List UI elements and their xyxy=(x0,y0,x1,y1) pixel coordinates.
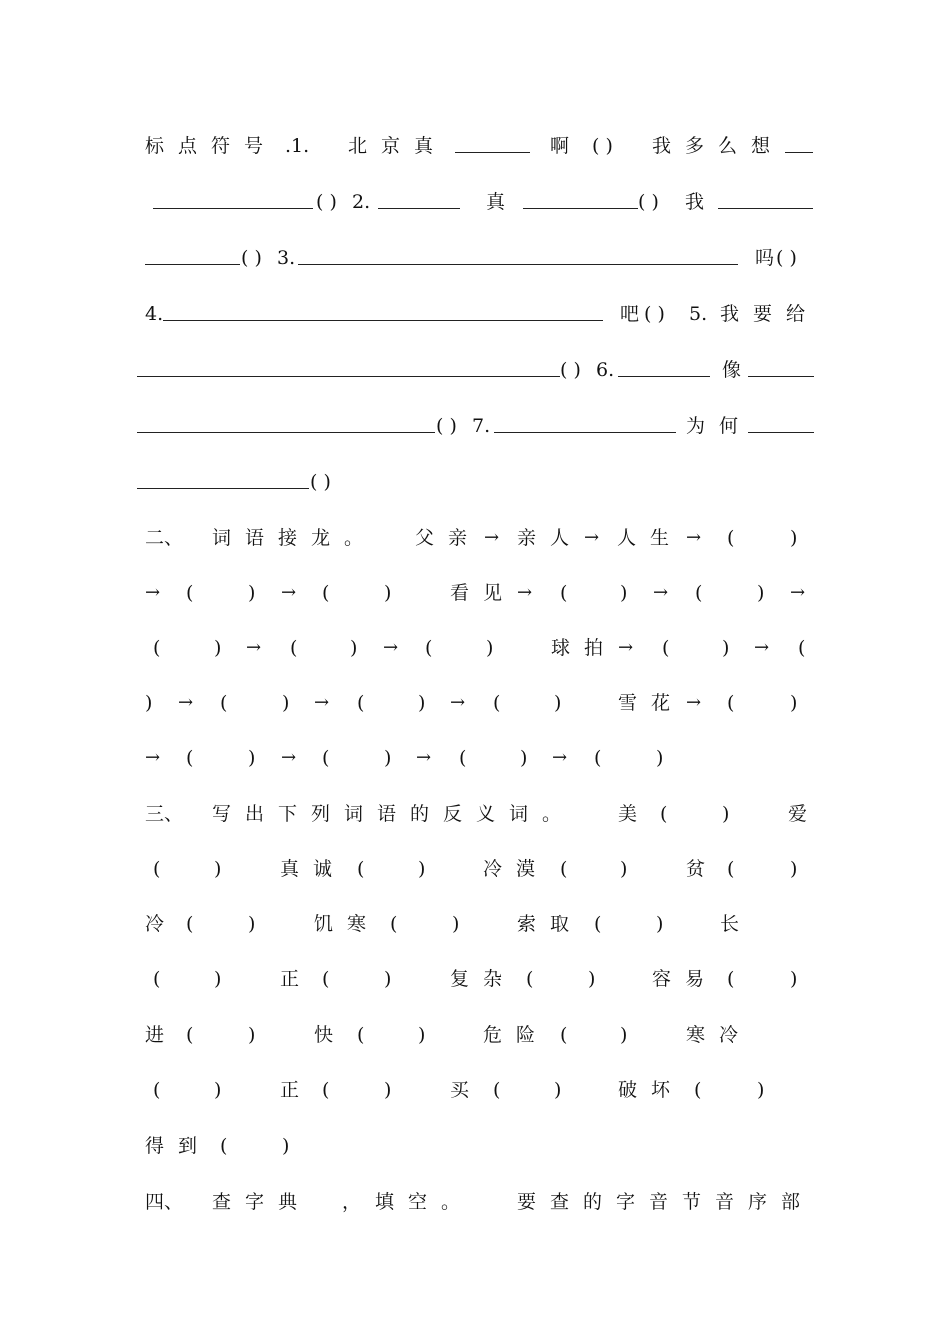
table-header-text: 要查的字音节音序部 xyxy=(517,1191,815,1213)
arrow-icon: → xyxy=(281,747,297,768)
answer-close-paren[interactable]: ) xyxy=(418,858,426,880)
answer-open-paren[interactable]: ( xyxy=(290,637,298,659)
answer-close-paren[interactable]: ) xyxy=(620,1024,628,1046)
prompt-text: 真 xyxy=(486,191,506,213)
answer-open-paren[interactable]: ( xyxy=(662,637,670,659)
answer-open-paren[interactable]: ( xyxy=(357,692,365,714)
antonym-word: 正 xyxy=(280,968,300,990)
arrow-icon: → xyxy=(552,747,568,768)
answer-close-paren[interactable]: ) xyxy=(554,1079,562,1101)
antonym-word: 快 xyxy=(314,1024,334,1046)
answer-close-paren[interactable]: ) xyxy=(384,747,392,769)
section-title-suffix: ，填空。 xyxy=(342,1191,475,1213)
answer-blank[interactable] xyxy=(153,208,313,209)
chain-word: 看见 xyxy=(450,582,517,604)
antonym-word: 买 xyxy=(450,1079,470,1101)
answer-close-paren[interactable]: ) xyxy=(214,858,222,880)
antonym-line-2 xyxy=(0,853,950,885)
answer-blank[interactable] xyxy=(163,320,603,321)
antonym-line-4 xyxy=(0,963,950,995)
chain-word: 人生 xyxy=(617,527,684,549)
item-number: 4. xyxy=(145,303,164,325)
section-title: 词语接龙。 xyxy=(212,527,378,549)
answer-open-paren[interactable]: ( xyxy=(459,747,467,769)
prompt-text: 我 xyxy=(685,191,705,213)
answer-blank[interactable] xyxy=(298,264,738,265)
answer-open-paren[interactable]: ( xyxy=(153,968,161,990)
antonym-word: 美 xyxy=(618,803,638,825)
answer-open-paren[interactable]: ( xyxy=(560,582,568,604)
punctuation-slot[interactable]: ( ) xyxy=(241,247,262,269)
answer-open-paren[interactable]: ( xyxy=(594,913,602,935)
answer-close-paren[interactable]: ) xyxy=(588,968,596,990)
antonym-word: 正 xyxy=(280,1079,300,1101)
antonym-line-5 xyxy=(0,1019,950,1051)
answer-open-paren[interactable]: ( xyxy=(153,637,161,659)
antonym-word: 冷 xyxy=(145,913,165,935)
answer-close-paren[interactable]: ) xyxy=(790,527,798,549)
answer-blank[interactable] xyxy=(378,208,460,209)
answer-open-paren[interactable]: ( xyxy=(727,527,735,549)
word-chain-line-2 xyxy=(0,577,950,609)
punctuation-slot[interactable]: ( ) xyxy=(776,247,797,269)
answer-close-paren[interactable]: ) xyxy=(790,968,798,990)
arrow-icon: → xyxy=(383,637,399,658)
chain-word: 亲人 xyxy=(517,527,584,549)
arrow-icon: → xyxy=(584,527,600,548)
answer-blank[interactable] xyxy=(145,264,240,265)
arrow-icon: → xyxy=(754,637,770,658)
answer-open-paren[interactable]: ( xyxy=(153,858,161,880)
answer-open-paren[interactable]: ( xyxy=(493,1079,501,1101)
arrow-icon: → xyxy=(314,692,330,713)
antonym-word: 冷漠 xyxy=(483,858,550,880)
punctuation-slot[interactable]: ( ) xyxy=(592,135,613,157)
section-number: 二、 xyxy=(145,527,184,549)
answer-open-paren[interactable]: ( xyxy=(798,637,806,659)
answer-open-paren[interactable]: ( xyxy=(493,692,501,714)
punctuation-line-4 xyxy=(0,298,950,330)
section-number: 四、 xyxy=(145,1191,184,1213)
answer-close-paren[interactable]: ) xyxy=(350,637,358,659)
answer-close-paren[interactable]: ) xyxy=(214,637,222,659)
prompt-text: 像 xyxy=(722,359,742,381)
answer-open-paren[interactable]: ( xyxy=(594,747,602,769)
answer-blank[interactable] xyxy=(455,152,530,153)
prompt-text: 啊 xyxy=(550,135,570,157)
prompt-text: 北京真 xyxy=(348,135,448,157)
word-chain-line-1 xyxy=(0,522,950,554)
answer-open-paren[interactable]: ( xyxy=(727,968,735,990)
answer-open-paren[interactable]: ( xyxy=(727,692,735,714)
arrow-icon: → xyxy=(246,637,262,658)
answer-blank[interactable] xyxy=(718,208,813,209)
answer-blank[interactable] xyxy=(137,376,560,377)
punctuation-line-5 xyxy=(0,354,950,386)
answer-close-paren[interactable]: ) xyxy=(248,913,256,935)
answer-open-paren[interactable]: ( xyxy=(220,692,228,714)
answer-open-paren[interactable]: ( xyxy=(322,582,330,604)
prompt-text: 我要给 xyxy=(720,303,820,325)
word-chain-line-3 xyxy=(0,632,950,664)
answer-open-paren[interactable]: ( xyxy=(660,803,668,825)
answer-open-paren[interactable]: ( xyxy=(727,858,735,880)
answer-close-paren[interactable]: ) xyxy=(384,582,392,604)
answer-open-paren[interactable]: ( xyxy=(220,1135,228,1157)
chain-word: 雪花 xyxy=(618,692,685,714)
prompt-text: 为何 xyxy=(686,415,753,437)
prompt-text: 吗 xyxy=(755,247,775,269)
antonym-word: 危险 xyxy=(483,1024,550,1046)
answer-blank[interactable] xyxy=(748,432,814,433)
antonym-word: 饥寒 xyxy=(314,913,381,935)
punctuation-line-3 xyxy=(0,242,950,274)
answer-close-paren[interactable]: ) xyxy=(418,692,426,714)
chain-word: 父亲 xyxy=(415,527,482,549)
answer-blank[interactable] xyxy=(494,432,676,433)
word-chain-line-4 xyxy=(0,687,950,719)
answer-open-paren[interactable]: ( xyxy=(186,1024,194,1046)
arrow-icon: → xyxy=(686,692,702,713)
answer-open-paren[interactable]: ( xyxy=(322,968,330,990)
answer-open-paren[interactable]: ( xyxy=(425,637,433,659)
punctuation-slot[interactable]: ( ) xyxy=(316,191,337,213)
answer-open-paren[interactable]: ( xyxy=(694,1079,702,1101)
answer-blank[interactable] xyxy=(785,152,813,153)
answer-close-paren[interactable]: ) xyxy=(520,747,528,769)
answer-open-paren[interactable]: ( xyxy=(186,747,194,769)
answer-blank[interactable] xyxy=(748,376,814,377)
item-number: 6. xyxy=(596,359,615,381)
antonym-line-3 xyxy=(0,908,950,940)
answer-close-paren[interactable]: ) xyxy=(248,582,256,604)
answer-open-paren[interactable]: ( xyxy=(322,1079,330,1101)
item-number: 3. xyxy=(277,247,296,269)
arrow-icon: → xyxy=(653,582,669,603)
answer-close-paren[interactable]: ) xyxy=(790,692,798,714)
answer-open-paren[interactable]: ( xyxy=(322,747,330,769)
punctuation-line-7 xyxy=(0,466,950,498)
answer-close-paren[interactable]: ) xyxy=(554,692,562,714)
antonym-word: 寒冷 xyxy=(686,1024,753,1046)
answer-close-paren[interactable]: ) xyxy=(656,913,664,935)
arrow-icon: → xyxy=(145,747,161,768)
answer-close-paren[interactable]: ) xyxy=(214,968,222,990)
answer-close-paren[interactable]: ) xyxy=(620,858,628,880)
answer-close-paren[interactable]: ) xyxy=(757,582,765,604)
answer-open-paren[interactable]: ( xyxy=(357,858,365,880)
answer-close-paren[interactable]: ) xyxy=(656,747,664,769)
antonym-word: 长 xyxy=(720,913,740,935)
arrow-icon: → xyxy=(484,527,500,548)
arrow-icon: → xyxy=(450,692,466,713)
prompt-text: 我多么想 xyxy=(652,135,785,157)
answer-open-paren[interactable]: ( xyxy=(695,582,703,604)
punctuation-slot[interactable]: ( ) xyxy=(638,191,659,213)
answer-open-paren[interactable]: ( xyxy=(186,913,194,935)
item-number: 2. xyxy=(352,191,371,213)
antonym-word: 容易 xyxy=(652,968,719,990)
answer-close-paren[interactable]: ) xyxy=(145,692,153,714)
antonym-line-6 xyxy=(0,1074,950,1106)
arrow-icon: → xyxy=(281,582,297,603)
punctuation-line-1 xyxy=(0,130,950,162)
item-number: 7. xyxy=(472,415,491,437)
prompt-text: 吧 xyxy=(620,303,640,325)
answer-blank[interactable] xyxy=(137,488,309,489)
antonym-word: 索取 xyxy=(517,913,584,935)
answer-close-paren[interactable]: ) xyxy=(384,968,392,990)
answer-close-paren[interactable]: ) xyxy=(214,1079,222,1101)
arrow-icon: → xyxy=(145,582,161,603)
punctuation-slot[interactable]: ( ) xyxy=(644,303,665,325)
punctuation-line-2 xyxy=(0,186,950,218)
arrow-icon: → xyxy=(178,692,194,713)
answer-open-paren[interactable]: ( xyxy=(526,968,534,990)
answer-close-paren[interactable]: ) xyxy=(620,582,628,604)
arrow-icon: → xyxy=(517,582,533,603)
answer-close-paren[interactable]: ) xyxy=(722,803,730,825)
antonym-word: 得到 xyxy=(145,1135,212,1157)
item-number: 5. xyxy=(689,303,708,325)
section-title: 查字典 xyxy=(212,1191,312,1213)
answer-open-paren[interactable]: ( xyxy=(560,1024,568,1046)
punctuation-slot[interactable]: ( ) xyxy=(310,471,331,493)
answer-close-paren[interactable]: ) xyxy=(384,1079,392,1101)
answer-blank[interactable] xyxy=(618,376,710,377)
antonym-line-7 xyxy=(0,1130,950,1162)
answer-close-paren[interactable]: ) xyxy=(722,637,730,659)
answer-close-paren[interactable]: ) xyxy=(418,1024,426,1046)
antonym-line-1 xyxy=(0,798,950,830)
antonym-word: 真诚 xyxy=(280,858,347,880)
section-label: 标点符号 xyxy=(145,135,278,157)
answer-close-paren[interactable]: ) xyxy=(790,858,798,880)
section-number: 三、 xyxy=(145,803,184,825)
answer-close-paren[interactable]: ) xyxy=(248,1024,256,1046)
answer-blank[interactable] xyxy=(523,208,638,209)
antonym-word: 进 xyxy=(145,1024,165,1046)
section-title: 写出下列词语的反义词。 xyxy=(212,803,576,825)
arrow-icon: → xyxy=(416,747,432,768)
answer-close-paren[interactable]: ) xyxy=(282,1135,290,1157)
antonym-word: 破坏 xyxy=(618,1079,685,1101)
answer-open-paren[interactable]: ( xyxy=(390,913,398,935)
answer-close-paren[interactable]: ) xyxy=(486,637,494,659)
answer-close-paren[interactable]: ) xyxy=(452,913,460,935)
item-number: .1. xyxy=(285,135,310,157)
punctuation-line-6 xyxy=(0,410,950,442)
punctuation-slot[interactable]: ( ) xyxy=(436,415,457,437)
arrow-icon: → xyxy=(686,527,702,548)
answer-close-paren[interactable]: ) xyxy=(282,692,290,714)
answer-open-paren[interactable]: ( xyxy=(357,1024,365,1046)
chain-word: 球拍 xyxy=(551,637,618,659)
punctuation-slot[interactable]: ( ) xyxy=(560,359,581,381)
antonym-word: 贫 xyxy=(686,858,706,880)
answer-open-paren[interactable]: ( xyxy=(153,1079,161,1101)
arrow-icon: → xyxy=(790,582,806,603)
antonym-word: 复杂 xyxy=(450,968,517,990)
answer-close-paren[interactable]: ) xyxy=(248,747,256,769)
antonym-word: 爱 xyxy=(788,803,808,825)
word-chain-line-5 xyxy=(0,742,950,774)
answer-open-paren[interactable]: ( xyxy=(186,582,194,604)
answer-open-paren[interactable]: ( xyxy=(560,858,568,880)
answer-blank[interactable] xyxy=(137,432,435,433)
answer-close-paren[interactable]: ) xyxy=(757,1079,765,1101)
arrow-icon: → xyxy=(618,637,634,658)
dictionary-line-1 xyxy=(0,1186,950,1218)
